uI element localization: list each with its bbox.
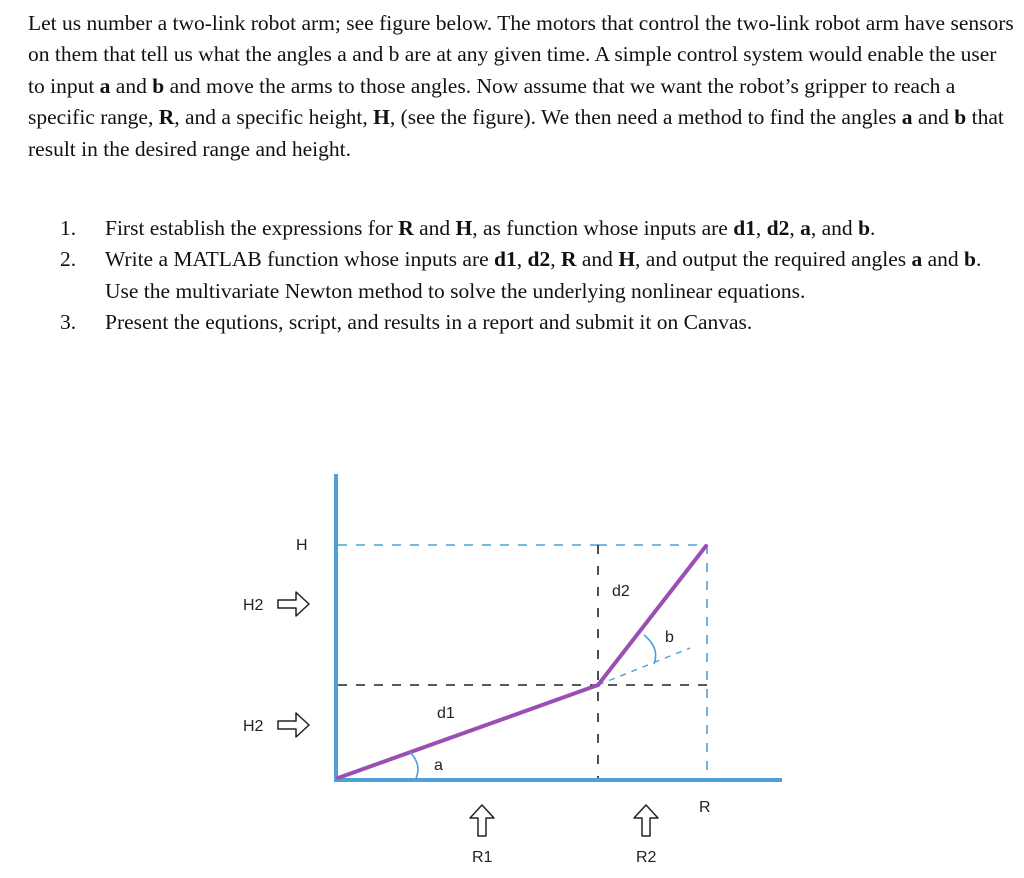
list-number: 3. bbox=[60, 310, 77, 335]
var-H: H bbox=[618, 247, 636, 272]
var-d2: d2 bbox=[766, 216, 790, 240]
arrow-right-icon bbox=[278, 592, 309, 616]
list-number: 2. bbox=[60, 247, 77, 272]
label-b: b bbox=[665, 629, 674, 646]
var-b: b bbox=[964, 247, 976, 272]
intro-text: and bbox=[110, 73, 153, 98]
task-text: , and output the required angles bbox=[635, 247, 912, 272]
intro-text: and move the arms to those angles. Now assume that we want the robot’s gripper to reach a specific range, bbox=[28, 73, 956, 130]
label-R2: R2 bbox=[636, 849, 657, 866]
var-a: a bbox=[99, 73, 111, 98]
arrow-up-icon bbox=[470, 805, 494, 836]
task-text: , and bbox=[810, 216, 859, 240]
label-R: R bbox=[699, 799, 711, 816]
task-text: . Use the multivariate Newton method to solve the underlying nonlinear equations. bbox=[105, 247, 982, 303]
arrow-up-icon bbox=[634, 805, 658, 836]
task-text: , bbox=[516, 247, 528, 272]
task-text: , bbox=[550, 247, 561, 272]
var-a: a bbox=[911, 247, 923, 272]
task-text: . bbox=[870, 216, 876, 240]
var-d1: d1 bbox=[494, 247, 517, 272]
link-d2 bbox=[598, 546, 706, 685]
var-R: R bbox=[560, 247, 577, 272]
task-text: , as function whose inputs are bbox=[472, 216, 734, 240]
var-H: H bbox=[455, 216, 473, 240]
var-d1: d1 bbox=[733, 216, 756, 240]
label-R1: R1 bbox=[472, 849, 493, 866]
var-a: a bbox=[800, 216, 811, 240]
intro-text: Let us number a two-link robot arm; see figure below. The motors that control the two-link robot arm have sensors on them that tell us what the angles a and b are at any given time. A simple control system would enable the user to input bbox=[28, 11, 1014, 98]
intro-text: , and a specific height, bbox=[174, 105, 374, 130]
var-H: H bbox=[373, 105, 390, 130]
list-number: 1. bbox=[60, 216, 77, 240]
label-H2-bottom: H2 bbox=[243, 718, 264, 735]
task-text: and bbox=[576, 247, 619, 272]
task-text: Write a MATLAB function whose inputs are bbox=[105, 247, 495, 272]
var-b: b bbox=[954, 105, 967, 130]
intro-text: , (see the figure). We then need a method to find the angles bbox=[389, 105, 902, 130]
var-d2: d2 bbox=[527, 247, 551, 272]
task-text: First establish the expressions for bbox=[105, 216, 399, 240]
var-b: b bbox=[858, 216, 871, 240]
var-b: b bbox=[152, 73, 165, 98]
var-a: a bbox=[901, 105, 913, 130]
label-H2-top: H2 bbox=[243, 597, 264, 614]
var-R: R bbox=[158, 105, 175, 130]
angle-b-arc bbox=[644, 635, 656, 664]
task-text: and bbox=[922, 247, 965, 272]
intro-text: and bbox=[912, 105, 955, 130]
task-text: Present the equtions, script, and results in a report and submit it on Canvas. bbox=[105, 310, 753, 335]
arrow-right-icon bbox=[278, 713, 309, 737]
label-d2: d2 bbox=[612, 583, 630, 600]
task-text: , bbox=[755, 216, 767, 240]
task-text: , bbox=[789, 216, 801, 240]
var-R: R bbox=[398, 216, 414, 240]
label-H: H bbox=[296, 537, 308, 554]
angle-a-arc bbox=[410, 752, 418, 778]
label-a: a bbox=[434, 757, 443, 774]
intro-text: that result in the desired range and height. bbox=[28, 105, 1004, 161]
task-text: and bbox=[413, 216, 456, 240]
label-d1: d1 bbox=[437, 705, 455, 722]
link-d1 bbox=[338, 685, 598, 778]
